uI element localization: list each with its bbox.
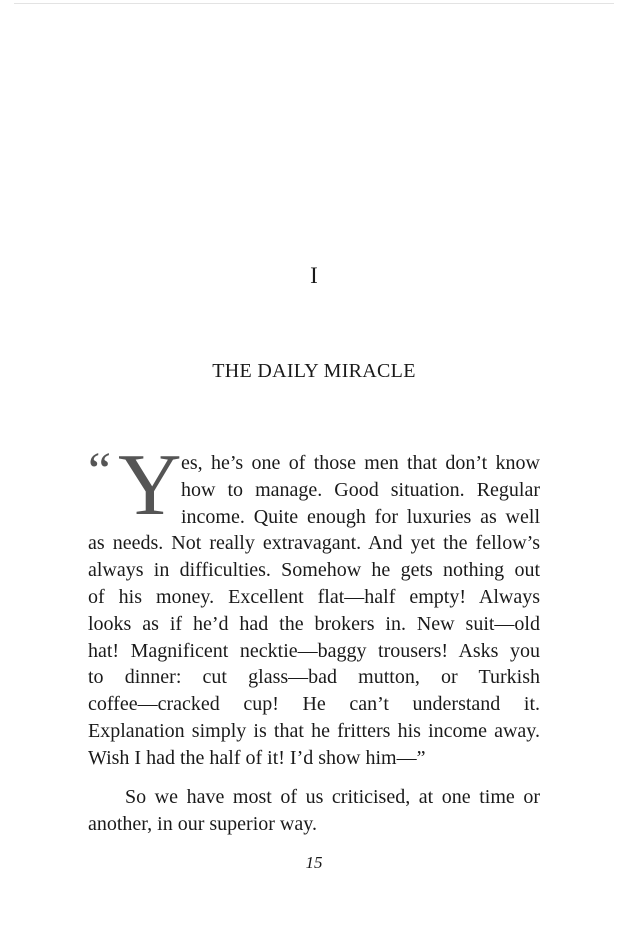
paragraph-line: as needs. Not really extravagant. And yet the fellow’s (88, 532, 540, 555)
paragraph-line: es, he’s one of those men that don’t know (181, 452, 540, 474)
paragraph-line: to dinner: cut glass—bad mutton, or Turkish (88, 666, 540, 689)
drop-cap (88, 437, 182, 534)
opening-paragraph (88, 437, 540, 772)
paragraph-line: another, in our superior way. (88, 812, 317, 835)
paragraph-line: of his money. Excellent flat—half empty! Always (88, 585, 540, 608)
page-number: 15 (305, 853, 323, 872)
second-paragraph (88, 784, 540, 838)
paragraph-line: Wish I had the half of it! I’d show him—” (88, 746, 426, 769)
drop-cap-quote-mark: “ (88, 443, 112, 500)
paragraph-line: how to manage. Good situation. Regular (181, 478, 540, 501)
chapter-title: THE DAILY MIRACLE (212, 360, 416, 382)
paragraph-line: coffee—cracked cup! He can’t understand it. (88, 693, 540, 716)
chapter-number: I (310, 263, 318, 288)
drop-cap-letter: Y (118, 437, 182, 534)
paragraph-line: always in difficulties. Somehow he gets nothing out (88, 559, 540, 582)
paragraph-line: income. Quite enough for luxuries as well (181, 505, 540, 528)
paragraph-line: Explanation simply is that he fritters his income away. (88, 719, 540, 742)
paragraph-line: So we have most of us criticised, at one time or (125, 786, 540, 808)
paragraph-line: looks as if he’d had the brokers in. New suit—old (88, 612, 540, 635)
paragraph-line: hat! Magnificent necktie—baggy trousers! Asks you (88, 639, 540, 662)
top-border-line (14, 3, 614, 4)
